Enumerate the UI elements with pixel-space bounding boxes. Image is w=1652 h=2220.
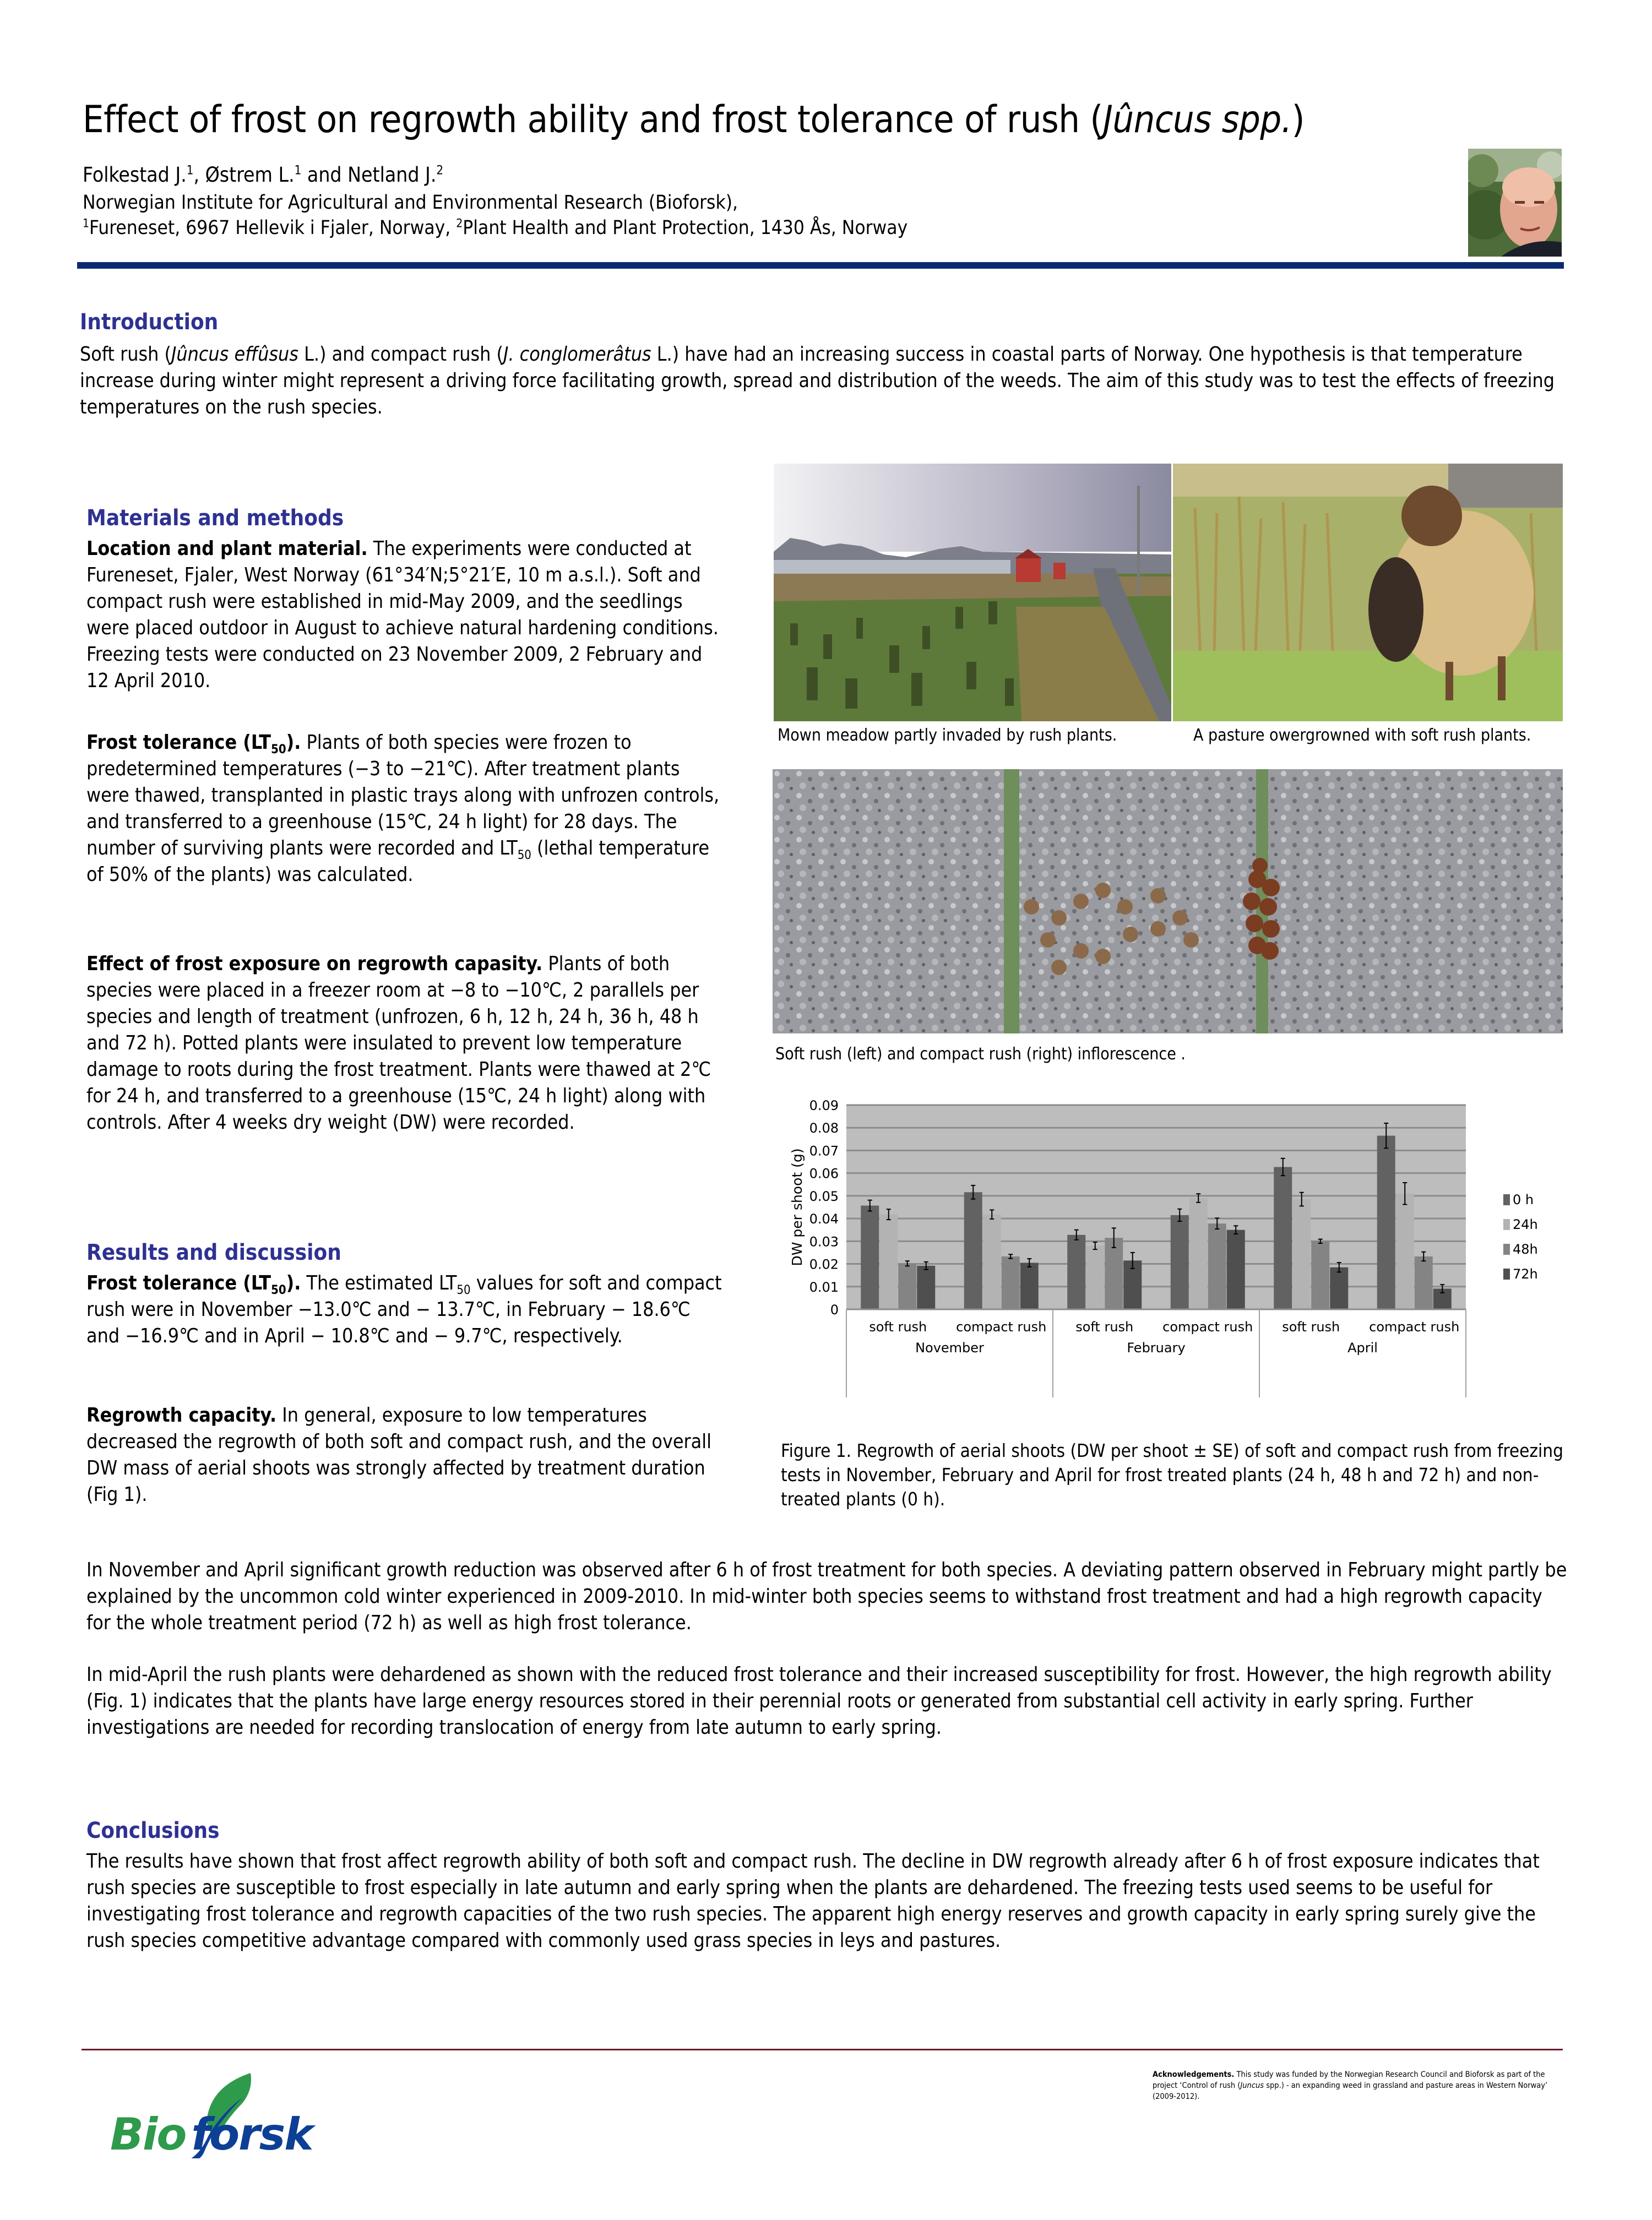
bar (1002, 1256, 1020, 1309)
x-category-label: compact rush (1369, 1319, 1460, 1335)
x-group-label: April (1347, 1340, 1378, 1356)
subscript: 50 (517, 848, 531, 863)
author-list (83, 163, 443, 187)
label-part: ). (286, 1272, 301, 1294)
author-name: Folkestad J. (83, 163, 187, 187)
affiliation-1: Fureneset, 6967 Hellevik i Fjaler, Norway, (89, 217, 457, 239)
author-portrait-photo (1468, 149, 1562, 257)
paragraph-text: values for soft and compact rush were in November −13.0℃ and − 13.7℃, in February − 18.6℃ and −16.9℃ and in April − 10.8℃ and − 9.7℃, respectively. (86, 1272, 722, 1347)
y-tick-label: 0 (830, 1302, 839, 1318)
legend-label: 48h (1513, 1242, 1538, 1257)
bar (1189, 1198, 1208, 1309)
y-tick-label: 0.04 (809, 1211, 839, 1227)
pasture-photo-caption: A pasture owergrowned with soft rush plants. (1193, 726, 1531, 745)
pasture-image (1173, 464, 1563, 721)
x-category-label: soft rush (1282, 1319, 1340, 1335)
label-part: Frost tolerance (LT (86, 731, 271, 754)
results-heading: Results and discussion (86, 1240, 341, 1265)
y-tick-label: 0.08 (809, 1120, 839, 1136)
bar (861, 1206, 879, 1309)
bar (1377, 1136, 1395, 1309)
subscript: 50 (271, 743, 286, 757)
paragraph-label: Effect of frost exposure on regrowth capasity. (86, 953, 543, 975)
conclusions-text: The results have shown that frost affect regrowth ability of both soft and compact rush. The decline in DW regrowth already after 6 h of frost exposure indicates that rush species are susceptible to frost especially in late autumn and early spring when the plants are dehardened. The freezing tests used seems to be useful for investigating frost tolerance and regrowth capacities of the two rush species. The apparent high energy reserves and growth capacity in early spring surely give the rush species competitive advantage compared with commonly used grass species in leys and pastures. (86, 1850, 1540, 1952)
legend-swatch (1503, 1194, 1510, 1205)
y-tick-label: 0.05 (809, 1188, 839, 1204)
legend-label: 72h (1513, 1266, 1538, 1282)
meadow-photo-caption: Mown meadow partly invaded by rush plants. (778, 726, 1117, 745)
y-tick-label: 0.09 (809, 1098, 839, 1113)
institution: Norwegian Institute for Agricultural and Environmental Research (Bioforsk), (83, 192, 738, 214)
intro-text-part: Soft rush ( (80, 343, 171, 366)
x-category-label: soft rush (1075, 1319, 1134, 1335)
bar (1067, 1235, 1085, 1309)
intro-text-part: L.) have had an increasing success in coastal parts of Norway. One hypothesis is that temperature increase during winter might represent a driving force facilitating growth, spread and distribution of the weeds. The aim of this study was to test the effects of freezing temperatures on the rush species. (80, 343, 1555, 418)
author-affiliation-mark: 2 (436, 163, 444, 178)
y-tick-label: 0.01 (809, 1279, 839, 1295)
intro-text-part: L.) and compact rush ( (298, 343, 503, 366)
bar (1330, 1267, 1348, 1309)
bar (1020, 1263, 1039, 1309)
paragraph-label (86, 731, 301, 757)
species-name-compact-rush: J. conglomerâtus (503, 343, 651, 366)
subscript: 50 (457, 1283, 471, 1298)
paragraph-label (86, 1272, 301, 1298)
paragraph-label: Regrowth capacity. (86, 1404, 277, 1427)
header-divider (77, 262, 1564, 269)
x-group-label: February (1127, 1340, 1186, 1356)
author-separator: , (193, 163, 205, 187)
chart-canvas (776, 1093, 1569, 1423)
paragraph-text: (lethal temperature of 50% of the plants) was calculated. (86, 837, 710, 886)
paragraph-text: In general, exposure to low temperatures decreased the regrowth of both soft and compact rush, and the overall DW mass of aerial shoots was strongly affected by treatment duration (Fig 1). (86, 1404, 711, 1506)
results-frost-tolerance-paragraph (86, 1270, 725, 1350)
legend-label: 24h (1513, 1217, 1538, 1232)
affiliation-mark: 2 (456, 216, 463, 230)
plot-area (846, 1105, 1466, 1309)
y-tick-label: 0.02 (809, 1256, 839, 1272)
pasture-sheep-photo (1173, 464, 1563, 721)
footer-divider (81, 2049, 1563, 2050)
bar (1292, 1199, 1311, 1309)
inflorescence-photo-caption: Soft rush (left) and compact rush (right) inflorescence . (775, 1044, 1186, 1064)
y-tick-label: 0.07 (809, 1143, 839, 1159)
affiliation-2: Plant Health and Plant Protection, 1430 Ås, Norway (463, 217, 908, 239)
title-italic-genus: Jûncus spp. (1102, 98, 1292, 142)
figure-1-bar-chart (776, 1093, 1569, 1423)
logo-bio-text: Bio (110, 2109, 186, 2160)
methods-frost-tolerance-paragraph (86, 730, 725, 888)
figure-1-caption: Figure 1. Regrowth of aerial shoots (DW per shoot ± SE) of soft and compact rush from freezing tests in November, February and April for frost treated plants (24 h, 48 h and 72 h) and non-treated plants (0 h). (781, 1440, 1563, 1510)
x-category-label: compact rush (956, 1319, 1047, 1335)
paragraph-text: The experiments were conducted at Fureneset, Fjaler, West Norway (61°34′N;5°21′E, 10 m a.s.l.). Soft and compact rush were established in mid-May 2009, and the seedlings were placed outdoor in August to achieve natural hardening conditions. Freezing tests were conducted on 23 November 2009, 2 February and 12 April 2010. (86, 537, 719, 692)
conclusions-heading: Conclusions (86, 1818, 220, 1843)
legend-label: 0 h (1513, 1192, 1534, 1207)
inflorescence-photo (773, 769, 1563, 1033)
x-category-label: soft rush (869, 1319, 927, 1335)
bar (1086, 1246, 1104, 1309)
bar (879, 1215, 898, 1309)
legend-swatch (1503, 1244, 1510, 1255)
ack-genus: Juncus (1240, 2081, 1264, 2090)
ack-text: This study was funded by the Norwegian Research Council and Bioforsk as part of the project ‘Control of rush ( (1153, 2070, 1545, 2090)
paragraph-text: Plants of both species were frozen to predetermined temperatures (−3 to −21℃). After treatment plants were thawed, transplanted in plastic trays along with unfrozen controls, and transferred to a greenhouse (15℃, 24 h light) for 28 days. The number of surviving plants were recorded and LT (86, 731, 720, 859)
bar (917, 1266, 935, 1309)
poster-title (83, 98, 1305, 142)
author-separator: and (301, 163, 348, 187)
title-suffix: ) (1291, 98, 1305, 142)
introduction-heading: Introduction (80, 309, 219, 335)
label-part: ). (286, 731, 301, 754)
logo-forsk-text: forsk (191, 2109, 313, 2160)
bar (1311, 1241, 1329, 1309)
author-name: Østrem L. (205, 163, 295, 187)
inflorescence-image (773, 769, 1563, 1033)
bar (1208, 1223, 1226, 1309)
author-affiliation-mark: 1 (186, 163, 194, 178)
bar (1171, 1215, 1189, 1309)
y-tick-label: 0.06 (809, 1166, 839, 1182)
affiliations (83, 217, 907, 239)
species-name-soft-rush: Jûncus effûsus (171, 343, 298, 366)
portrait-image (1468, 149, 1562, 257)
x-category-label: compact rush (1162, 1319, 1253, 1335)
y-tick-label: 0.03 (809, 1234, 839, 1250)
paragraph-label: Location and plant material. (86, 537, 368, 560)
bar (1274, 1167, 1292, 1309)
bar (1396, 1194, 1414, 1309)
bar (983, 1215, 1001, 1309)
label-part: Frost tolerance (LT (86, 1272, 271, 1294)
methods-location-paragraph (86, 536, 725, 694)
results-regrowth-paragraph (86, 1402, 725, 1508)
acknowledgements (1153, 2069, 1549, 2102)
bar (964, 1192, 982, 1309)
bar (1105, 1238, 1123, 1309)
title-text: Effect of frost on regrowth ability and frost tolerance of rush ( (83, 98, 1103, 142)
meadow-photo (774, 464, 1171, 721)
paragraph-text: Plants of both species were placed in a freezer room at −8 to −10℃, 2 parallels per species and length of treatment (unfrozen, 6 h, 12 h, 24 h, 36 h, 48 h and 72 h). Potted plants were insulated to prevent low temperature damage to roots during the frost treatment. Plants were thawed at 2℃ for 24 h, and transferred to a greenhouse (15℃, 24 h light) along with controls. After 4 weeks dry weight (DW) were recorded. (86, 953, 711, 1134)
affiliation-mark: 1 (83, 216, 90, 230)
x-group-label: November (915, 1340, 984, 1356)
introduction-text (80, 341, 1567, 421)
results-november-april-paragraph: In November and April significant growth reduction was observed after 6 h of frost treatment for both species. A deviating pattern observed in February might partly be explained by the uncommon cold winter experienced in 2009-2010. In mid-winter both species seems to withstand frost treatment and had a high regrowth capacity for the whole treatment period (72 h) as well as high frost tolerance. (86, 1559, 1567, 1634)
bar (898, 1264, 916, 1309)
subscript: 50 (271, 1283, 286, 1298)
legend-swatch (1503, 1269, 1510, 1280)
bar (1415, 1256, 1433, 1309)
acknowledgements-label: Acknowledgements. (1153, 2070, 1235, 2079)
methods-regrowth-paragraph (86, 951, 725, 1136)
author-name: Netland J. (347, 163, 437, 187)
bar (1227, 1230, 1245, 1309)
paragraph-text: The estimated LT (301, 1272, 457, 1294)
methods-heading: Materials and methods (86, 505, 344, 531)
results-mid-april-paragraph: In mid-April the rush plants were dehardened as shown with the reduced frost tolerance and their increased susceptibility for frost. However, the high regrowth ability (Fig. 1) indicates that the plants have large energy resources stored in their perennial roots or generated from substantial cell activity in early spring. Further investigations are needed for recording translocation of energy from late autumn to early spring. (86, 1663, 1552, 1739)
bioforsk-logo (110, 2070, 325, 2160)
y-axis-label: DW per shoot (g) (789, 1148, 805, 1266)
ack-text: spp.) - an expanding weed in grassland and pasture areas in Western Norway’ (2009-2012). (1153, 2081, 1548, 2101)
bioforsk-wordmark (110, 2109, 312, 2160)
author-affiliation-mark: 1 (294, 163, 302, 178)
meadow-image (774, 464, 1171, 721)
legend-swatch (1503, 1219, 1510, 1230)
